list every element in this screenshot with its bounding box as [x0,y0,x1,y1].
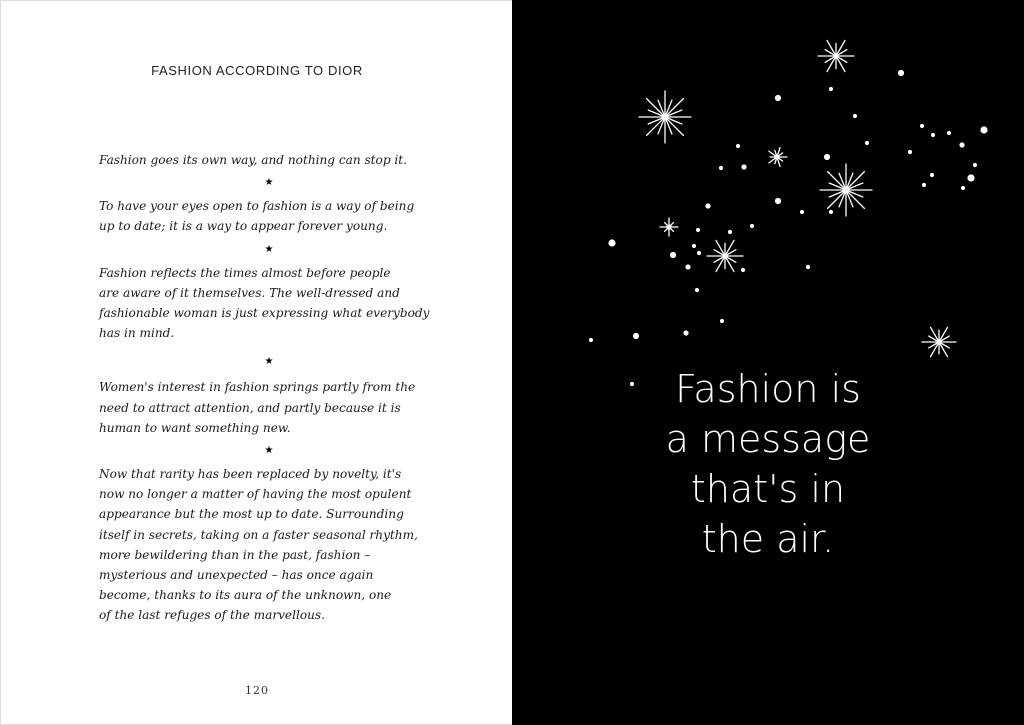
star-dot [898,70,904,76]
star-dot [959,142,964,147]
star-dot [931,133,935,137]
paragraph-2: To have your eyes open to fashion is a way of being up to date; it is a way to appear forever young. [99,199,415,234]
star-dot [973,163,977,167]
star-separator-2: ★ [264,243,274,255]
star-dot [685,264,690,269]
star-dot [608,239,615,246]
paragraph-4: Women's interest in fashion springs partly from the need to attract attention, and partly because it is human to want something new. [99,380,416,435]
star-dot [728,230,732,234]
star-dot [980,126,987,133]
star-dot [683,330,688,335]
star-dot [720,319,724,323]
sparkle-star [660,218,678,236]
star-dot [865,141,869,145]
star-dot [692,244,696,248]
pull-quote [600,364,936,564]
quote-line-4: the air. [701,517,835,561]
sparkle-star [707,240,743,271]
sparkle-stars [639,40,956,356]
star-dot [920,124,924,128]
sparkle-star [769,147,787,166]
star-dot [853,114,857,118]
star-dot [922,183,926,187]
star-dot [908,150,912,154]
star-dot [806,265,810,269]
star-dot [829,210,833,214]
star-separator-3: ★ [264,356,274,368]
page-number: 120 [245,684,269,697]
paragraph-5: Now that rarity has been replaced by novelty, it's now no longer a matter of having the most opulent appearance but the most up to date. Surrounding itself in secrets, taking on a faster seasonal rhythm, more bewildering than in the past, fashion – mysterious and unexpected – has once again become, thanks to its aura of the unknown, one of the last refuges of the marvellous. [99,467,418,623]
quote-line-3: that's in [690,467,846,511]
star-dot [775,95,781,101]
running-head: FASHION ACCORDING TO DIOR [151,63,363,78]
star-dot [697,251,701,255]
star-dot [695,288,699,292]
star-dot [750,224,754,228]
star-dot [824,154,830,160]
paragraph-1: Fashion goes its own way, and nothing can stop it. [99,153,407,167]
paragraph-3: Fashion reflects the times almost before people are aware of it themselves. The well-dressed and fashionable woman is just expressing what everybody has in mind. [99,265,430,341]
star-dot [741,268,745,272]
star-dot [633,333,639,339]
star-dot [670,252,676,258]
star-dot [947,131,951,135]
star-dot [589,338,593,342]
quote-line-2: a message [665,417,871,461]
sparkle-star [639,91,691,143]
starfield-illustration [512,0,1024,725]
star-dot [736,144,740,148]
star-dot [930,173,934,177]
star-dot [829,87,833,91]
star-dot [967,174,974,181]
quote-line-1: Fashion is [675,367,861,411]
sparkle-star [818,40,854,71]
sparkle-star [922,327,956,356]
star-dot [800,210,804,214]
star-dot [719,166,723,170]
star-dot [741,164,746,169]
star-dot [775,198,781,204]
star-separator-1: ★ [264,177,274,189]
star-dot [705,203,710,208]
star-dot [696,228,700,232]
star-separator-4: ★ [264,445,274,457]
star-dot [961,186,965,190]
text-block [99,150,439,626]
sparkle-star [820,164,872,216]
